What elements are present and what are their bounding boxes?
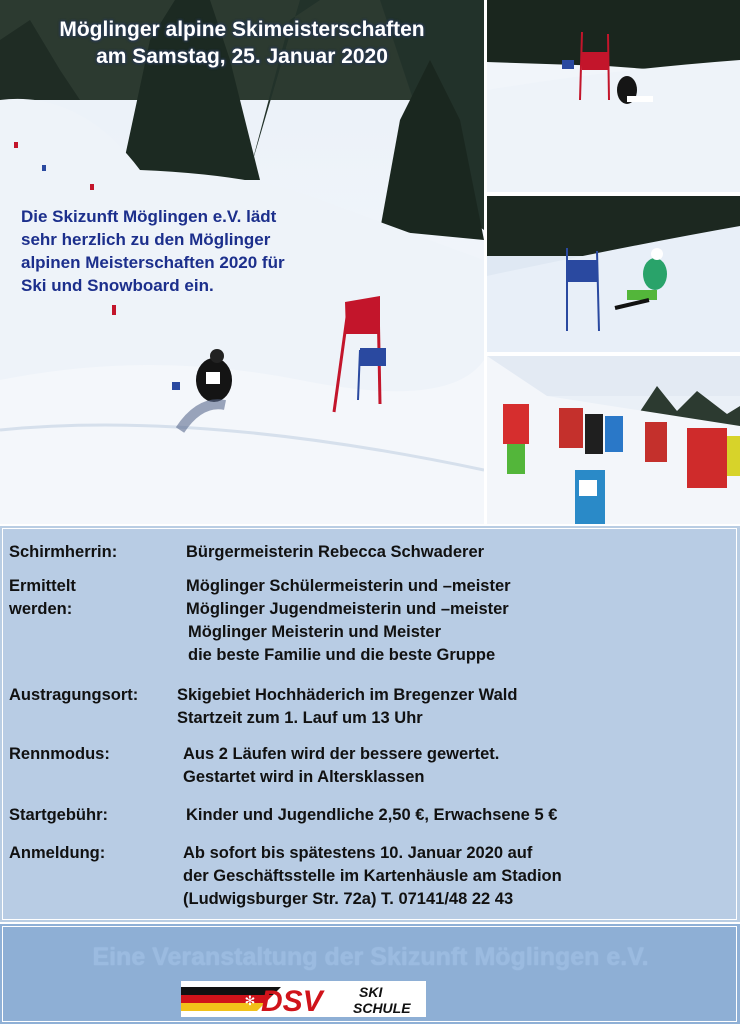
footer xyxy=(0,924,740,1024)
registration-line: (Ludwigsburger Str. 72a) T. 07141/48 22 43 xyxy=(183,890,514,908)
venue-label: Austragungsort: xyxy=(9,686,139,704)
venue-line: Startzeit zum 1. Lauf um 13 Uhr xyxy=(177,709,423,727)
determined-label-line: Ermittelt xyxy=(9,577,76,595)
determined-values xyxy=(186,575,511,667)
patron-value: Bürgermeisterin Rebecca Schwaderer xyxy=(186,543,485,561)
side-photo-group xyxy=(487,356,740,524)
invitation-text xyxy=(21,205,351,297)
logo-dsv-text: DSV xyxy=(261,985,323,1017)
dsv-skischule-logo xyxy=(181,981,426,1017)
determined-label-line: werden: xyxy=(9,600,73,618)
fee-label: Startgebühr: xyxy=(9,806,108,824)
headline-line-1: Möglinger alpine Skimeisterschaften xyxy=(59,18,425,41)
side-photo-skier xyxy=(487,0,740,192)
determined-item: Möglinger Schülermeisterin und –meister xyxy=(186,577,511,595)
invitation-line: alpinen Meisterschaften 2020 für xyxy=(21,253,285,272)
event-headline xyxy=(0,16,484,70)
event-info-box xyxy=(2,528,737,920)
determined-item: Möglinger Meisterin und Meister xyxy=(188,623,442,641)
invitation-line: sehr herzlich zu den Möglinger xyxy=(21,230,271,249)
invitation-line: Die Skizunft Möglingen e.V. lädt xyxy=(21,207,277,226)
invitation-line: Ski und Snowboard ein. xyxy=(21,276,214,295)
registration-line: der Geschäftsstelle im Kartenhäusle am Stadion xyxy=(183,867,562,885)
registration-values xyxy=(183,842,562,911)
race-mode-label: Rennmodus: xyxy=(9,745,110,763)
registration-line: Ab sofort bis spätestens 10. Januar 2020 auf xyxy=(183,844,533,862)
logo-ski-text: SKI xyxy=(359,984,383,1000)
event-info-panel xyxy=(0,526,740,922)
side-photo-snowboarder xyxy=(487,196,740,352)
venue-values xyxy=(177,684,517,730)
registration-label: Anmeldung: xyxy=(9,844,106,862)
patron-label: Schirmherrin: xyxy=(9,543,118,561)
determined-item: Möglinger Jugendmeisterin und –meister xyxy=(186,600,509,618)
headline-line-2: am Samstag, 25. Januar 2020 xyxy=(96,45,388,68)
determined-label xyxy=(9,575,76,621)
race-mode-line: Gestartet wird in Altersklassen xyxy=(183,768,425,786)
svg-text:✻: ✻ xyxy=(244,994,256,1009)
race-mode-line: Aus 2 Läufen wird der bessere gewertet. xyxy=(183,745,500,763)
logo-schule-text: SCHULE xyxy=(353,1000,411,1016)
footer-box xyxy=(2,926,737,1022)
determined-item: die beste Familie und die beste Gruppe xyxy=(188,646,496,664)
race-mode-values xyxy=(183,743,499,789)
fee-value: Kinder und Jugendliche 2,50 €, Erwachsene 5 € xyxy=(186,806,558,824)
venue-line: Skigebiet Hochhäderich im Bregenzer Wald xyxy=(177,686,518,704)
organizer-text: Eine Veranstaltung der Skizunft Möglingen e.V. xyxy=(92,943,649,971)
